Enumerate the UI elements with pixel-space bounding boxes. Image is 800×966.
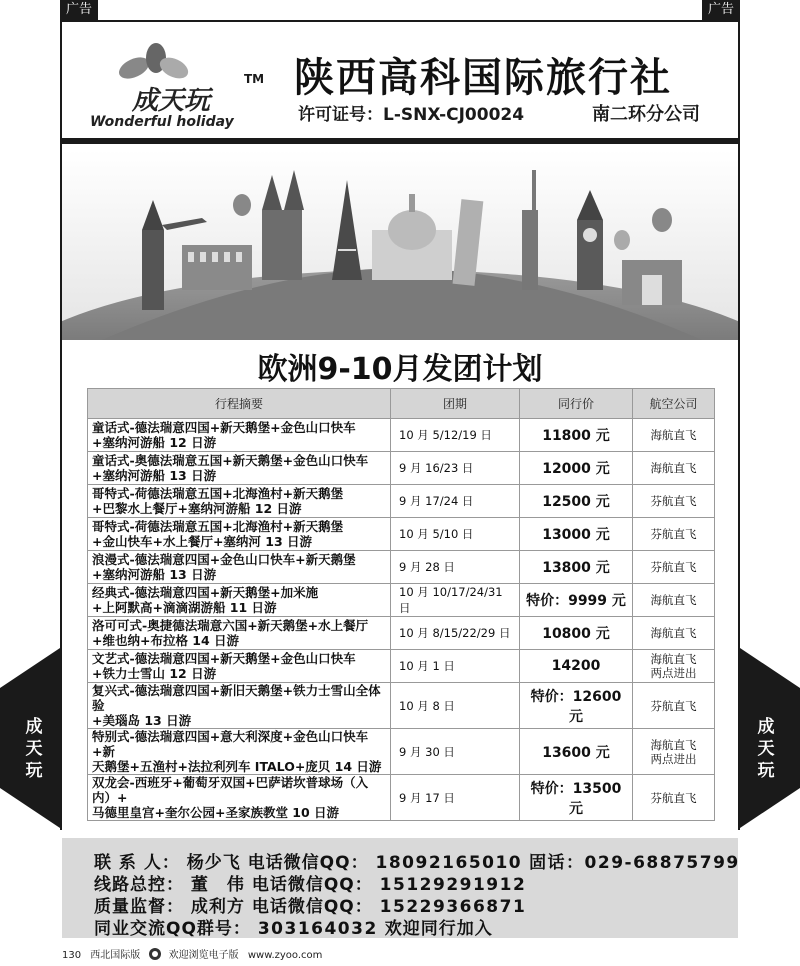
airline-cell: [633, 683, 715, 729]
airline-cell: [633, 729, 715, 775]
footer-note: 欢迎浏览电子版: [168, 950, 239, 961]
route-line: 哥特式-荷德法瑞意五国+北海渔村+新天鹅堡: [92, 486, 344, 501]
contact-panel: [62, 838, 738, 938]
logo: [82, 36, 272, 132]
route-line: 文艺式-德法瑞意四国+新天鹅堡+金色山口快车: [92, 651, 356, 666]
contact-name: 杨少飞: [186, 853, 241, 873]
col-route: 行程摘要: [88, 389, 391, 419]
footer: [62, 946, 328, 961]
route-line: +上阿默高+滴滴湖游船 11 日游: [92, 600, 277, 615]
qq-group-label: 同业交流QQ群号：: [94, 919, 251, 939]
route-line: 浪漫式-德法瑞意四国+金色山口快车+新天鹅堡: [92, 552, 356, 567]
airline-line: 海航直飞: [650, 652, 697, 666]
route-line: +维也纳+布拉格 14 日游: [92, 633, 240, 648]
airline-line: 海航直飞: [650, 737, 697, 752]
airline-line: 海航直飞: [650, 428, 697, 442]
flower-logo-icon: [112, 42, 192, 82]
airline-line: 两点进出: [650, 751, 697, 766]
trademark: TM: [244, 72, 265, 86]
section-name: 西北国际版: [90, 950, 141, 961]
route-line: 特别式-德法瑞意四国+意大利深度+金色山口快车+新: [92, 729, 369, 759]
license-number: 许可证号：L-SNX-CJ00024: [298, 105, 525, 125]
price-cell: 13800 元: [520, 551, 633, 584]
price-cell: 13600 元: [520, 729, 633, 775]
price-cell: 特价：9999 元: [520, 584, 633, 617]
airline-cell: [633, 617, 715, 650]
table-row: [88, 419, 715, 452]
route-cell: [88, 683, 391, 729]
airline-line: 芬航直飞: [650, 698, 697, 713]
table-row: [88, 729, 715, 775]
dates-cell: 9 月 17 日: [391, 775, 520, 821]
table-body: [88, 419, 715, 821]
publisher-logo-icon: [149, 948, 161, 960]
table-row: [88, 683, 715, 729]
qq-group-row: [94, 914, 493, 939]
table-row: [88, 584, 715, 617]
route-line: 复兴式-德法瑞意四国+新旧天鹅堡+铁力士雪山全体验: [92, 683, 381, 713]
col-airline: 航空公司: [633, 389, 715, 419]
ad-tag-right: 广告: [702, 0, 740, 20]
route-line: 哥特式-荷德法瑞意五国+北海渔村+新天鹅堡: [92, 519, 344, 534]
airline-cell: [633, 551, 715, 584]
route-line: 童话式-奥德法瑞意五国+新天鹅堡+金色山口快车: [92, 453, 369, 468]
header-divider: [62, 138, 738, 144]
contact-tel-label: 电话微信QQ：: [251, 875, 373, 895]
airline-cell: [633, 775, 715, 821]
airline-line: 芬航直飞: [650, 527, 697, 541]
dates-cell: 9 月 28 日: [391, 551, 520, 584]
airline-cell: [633, 419, 715, 452]
route-line: +塞纳河游船 12 日游: [92, 435, 217, 450]
header: [62, 22, 738, 140]
logo-text: 成天玩: [132, 86, 211, 116]
route-cell: [88, 775, 391, 821]
route-cell: [88, 518, 391, 551]
table-row: [88, 452, 715, 485]
dates-cell: 10 月 8 日: [391, 683, 520, 729]
airline-line: 海航直飞: [650, 461, 697, 475]
price-cell: 特价：13500 元: [520, 775, 633, 821]
price-cell: 12000 元: [520, 452, 633, 485]
table-row: [88, 617, 715, 650]
col-price: 同行价: [520, 389, 633, 419]
route-cell: [88, 617, 391, 650]
route-line: 双龙会-西班牙+葡萄牙双国+巴萨诺坎普球场（入内）+: [92, 775, 369, 805]
itinerary-table: [87, 388, 715, 821]
route-line: +美瑙岛 13 日游: [92, 713, 192, 728]
price-cell: 12500 元: [520, 485, 633, 518]
route-line: +塞纳河游船 13 日游: [92, 567, 217, 582]
airline-cell: [633, 452, 715, 485]
col-dates: 团期: [391, 389, 520, 419]
dates-cell: 9 月 17/24 日: [391, 485, 520, 518]
side-text-left: 成 天 玩: [25, 717, 43, 781]
route-line: 天鹅堡+五渔村+法拉利列车 ITALO+庞贝 14 日游: [92, 759, 382, 774]
price-cell: 13000 元: [520, 518, 633, 551]
airline-cell: [633, 518, 715, 551]
airline-line: 芬航直飞: [650, 560, 697, 574]
table-row: [88, 650, 715, 683]
landmarks-banner-image: [62, 150, 738, 340]
price-cell: 11800 元: [520, 419, 633, 452]
airline-cell: [633, 485, 715, 518]
branch-name: 南二环分公司: [592, 104, 700, 125]
route-cell: [88, 485, 391, 518]
contact-tel: 15229366871: [379, 897, 527, 917]
route-line: 经典式-德法瑞意四国+新天鹅堡+加米施: [92, 585, 319, 600]
table-row: [88, 775, 715, 821]
route-line: 童话式-德法瑞意四国+新天鹅堡+金色山口快车: [92, 420, 356, 435]
airline-line: 芬航直飞: [650, 494, 697, 508]
company-name: 陕西高科国际旅行社: [294, 55, 672, 101]
dates-cell: 10 月 10/17/24/31 日: [391, 584, 520, 617]
airline-cell: [633, 650, 715, 683]
route-line: 洛可可式-奥捷德法瑞意六国+新天鹅堡+水上餐厅: [92, 618, 369, 633]
dates-cell: 9 月 16/23 日: [391, 452, 520, 485]
plan-title: 欧洲9-10月发团计划: [257, 352, 543, 387]
landmarks-illustration-icon: [62, 150, 738, 340]
dates-cell: 10 月 8/15/22/29 日: [391, 617, 520, 650]
page-number: 130: [62, 950, 82, 961]
airline-line: 海航直飞: [650, 593, 697, 607]
ad-tag-left: 广告: [60, 0, 98, 20]
route-line: +金山快车+水上餐厅+塞纳河 13 日游: [92, 534, 313, 549]
side-tab-left: [0, 648, 60, 828]
dates-cell: 10 月 5/10 日: [391, 518, 520, 551]
contact-tel-label: 电话微信QQ：: [247, 853, 369, 873]
table-header-row: [88, 389, 715, 419]
route-cell: [88, 551, 391, 584]
route-line: 马德里皇宫+奎尔公园+圣家族教堂 10 日游: [92, 805, 340, 820]
price-cell: 特价：12600 元: [520, 683, 633, 729]
qq-group-number: 303164032: [257, 919, 378, 939]
airline-line: 海航直飞: [650, 626, 697, 640]
dates-cell: 10 月 5/12/19 日: [391, 419, 520, 452]
contact-tel: 18092165010: [375, 853, 523, 873]
table-row: [88, 485, 715, 518]
route-cell: [88, 650, 391, 683]
route-line: +巴黎水上餐厅+塞纳河游船 12 日游: [92, 501, 302, 516]
footer-url[interactable]: www.zyoo.com: [247, 950, 323, 961]
contact-landline: 固话：029-68875799: [529, 853, 740, 873]
dates-cell: 10 月 1 日: [391, 650, 520, 683]
logo-slogan: Wonderful holiday: [90, 114, 234, 130]
route-cell: [88, 584, 391, 617]
price-cell: 10800 元: [520, 617, 633, 650]
contact-label: 线路总控：: [94, 875, 184, 895]
contact-label: 联 系 人：: [94, 853, 180, 873]
side-text-right: 成 天 玩: [757, 717, 775, 781]
contact-tel: 15129291912: [379, 875, 527, 895]
contact-label: 质量监督：: [94, 897, 184, 917]
airline-cell: [633, 584, 715, 617]
route-cell: [88, 452, 391, 485]
price-cell: 14200: [520, 650, 633, 683]
airline-line: 芬航直飞: [650, 790, 697, 805]
table-row: [88, 518, 715, 551]
airline-line: 两点进出: [650, 666, 697, 680]
contact-name: 董 伟: [190, 875, 245, 895]
table-row: [88, 551, 715, 584]
dates-cell: 9 月 30 日: [391, 729, 520, 775]
side-tab-right: [740, 648, 800, 828]
qq-group-note: 欢迎同行加入: [384, 919, 493, 939]
route-cell: [88, 419, 391, 452]
route-line: +塞纳河游船 13 日游: [92, 468, 217, 483]
contact-tel-label: 电话微信QQ：: [251, 897, 373, 917]
route-cell: [88, 729, 391, 775]
contact-name: 成利方: [190, 897, 245, 917]
route-line: +铁力士雪山 12 日游: [92, 666, 217, 681]
